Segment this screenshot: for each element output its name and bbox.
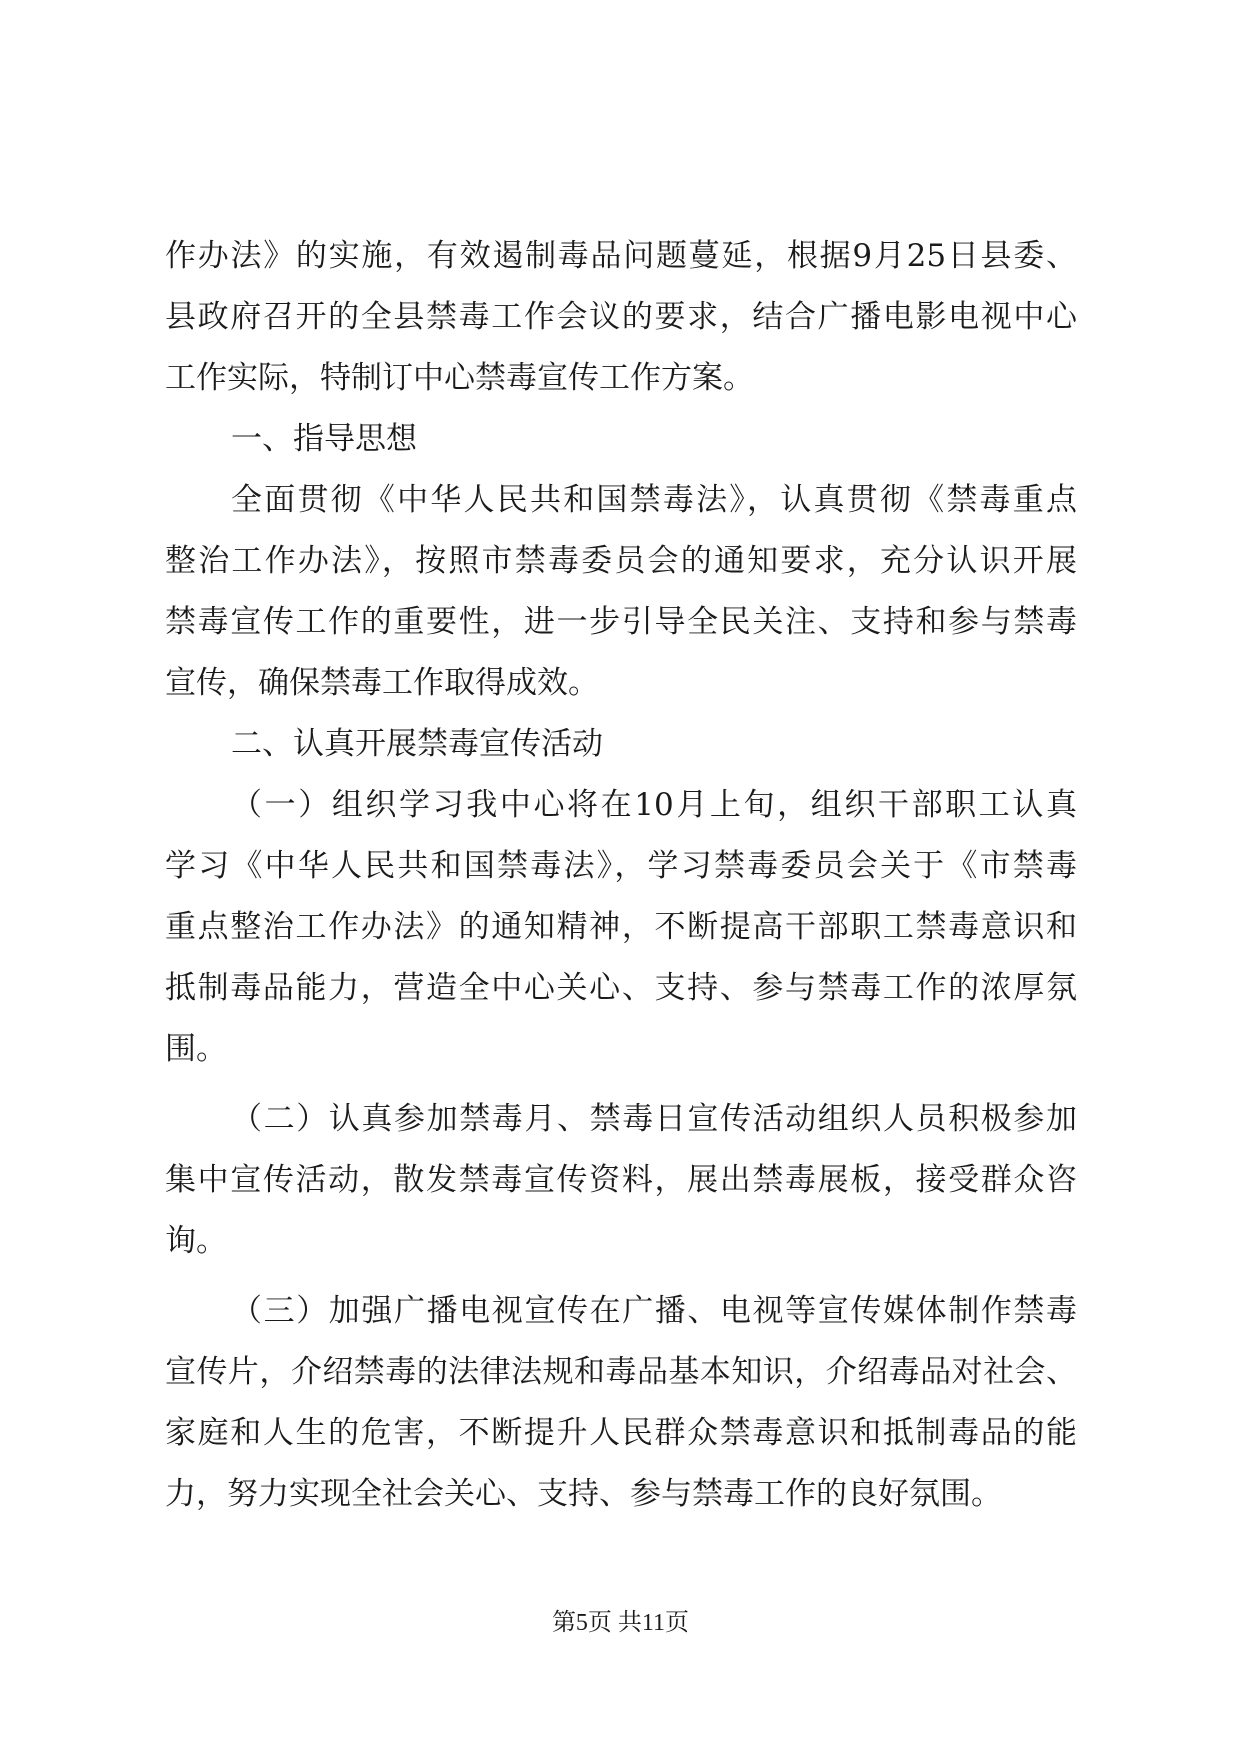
text-line: 县政府召开的全县禁毒工作会议的要求，结合广播电影电视中心	[165, 299, 1077, 335]
text-line: 工作实际，特制订中心禁毒宣传工作方案。	[165, 360, 754, 396]
text-line: 抵制毒品能力，营造全中心关心、支持、参与禁毒工作的浓厚氛	[165, 970, 1077, 1006]
text-line: （一）组织学习我中心将在10月上旬，组织干部职工认真	[231, 787, 1077, 823]
text-line: 集中宣传活动，散发禁毒宣传资料，展出禁毒展板，接受群众咨	[165, 1162, 1077, 1198]
text-line: 整治工作办法》，按照市禁毒委员会的通知要求，充分认识开展	[165, 543, 1077, 579]
text-line: 围。	[165, 1031, 227, 1067]
text-line: 全面贯彻《中华人民共和国禁毒法》，认真贯彻《禁毒重点	[231, 482, 1077, 518]
section-heading: 二、认真开展禁毒宣传活动	[231, 726, 603, 762]
text-line: （三）加强广播电视宣传在广播、电视等宣传媒体制作禁毒	[231, 1293, 1077, 1329]
text-line: 家庭和人生的危害，不断提升人民群众禁毒意识和抵制毒品的能	[165, 1415, 1077, 1451]
page-number-footer: 第5页 共11页	[551, 1610, 690, 1636]
text-line: 询。	[165, 1223, 227, 1259]
text-line: 力，努力实现全社会关心、支持、参与禁毒工作的良好氛围。	[165, 1476, 1002, 1512]
text-line: （二）认真参加禁毒月、禁毒日宣传活动组织人员积极参加	[231, 1101, 1077, 1137]
text-line: 宣传，确保禁毒工作取得成效。	[165, 665, 599, 701]
text-line: 作办法》的实施，有效遏制毒品问题蔓延，根据9月25日县委、	[165, 238, 1077, 274]
text-line: 重点整治工作办法》的通知精神，不断提高干部职工禁毒意识和	[165, 909, 1077, 945]
document-body	[165, 226, 1077, 1525]
text-line: 学习《中华人民共和国禁毒法》，学习禁毒委员会关于《市禁毒	[165, 848, 1077, 884]
text-line: 禁毒宣传工作的重要性，进一步引导全民关注、支持和参与禁毒	[165, 604, 1077, 640]
text-line: 宣传片，介绍禁毒的法律法规和毒品基本知识，介绍毒品对社会、	[165, 1354, 1077, 1390]
section-heading: 一、指导思想	[231, 421, 417, 457]
